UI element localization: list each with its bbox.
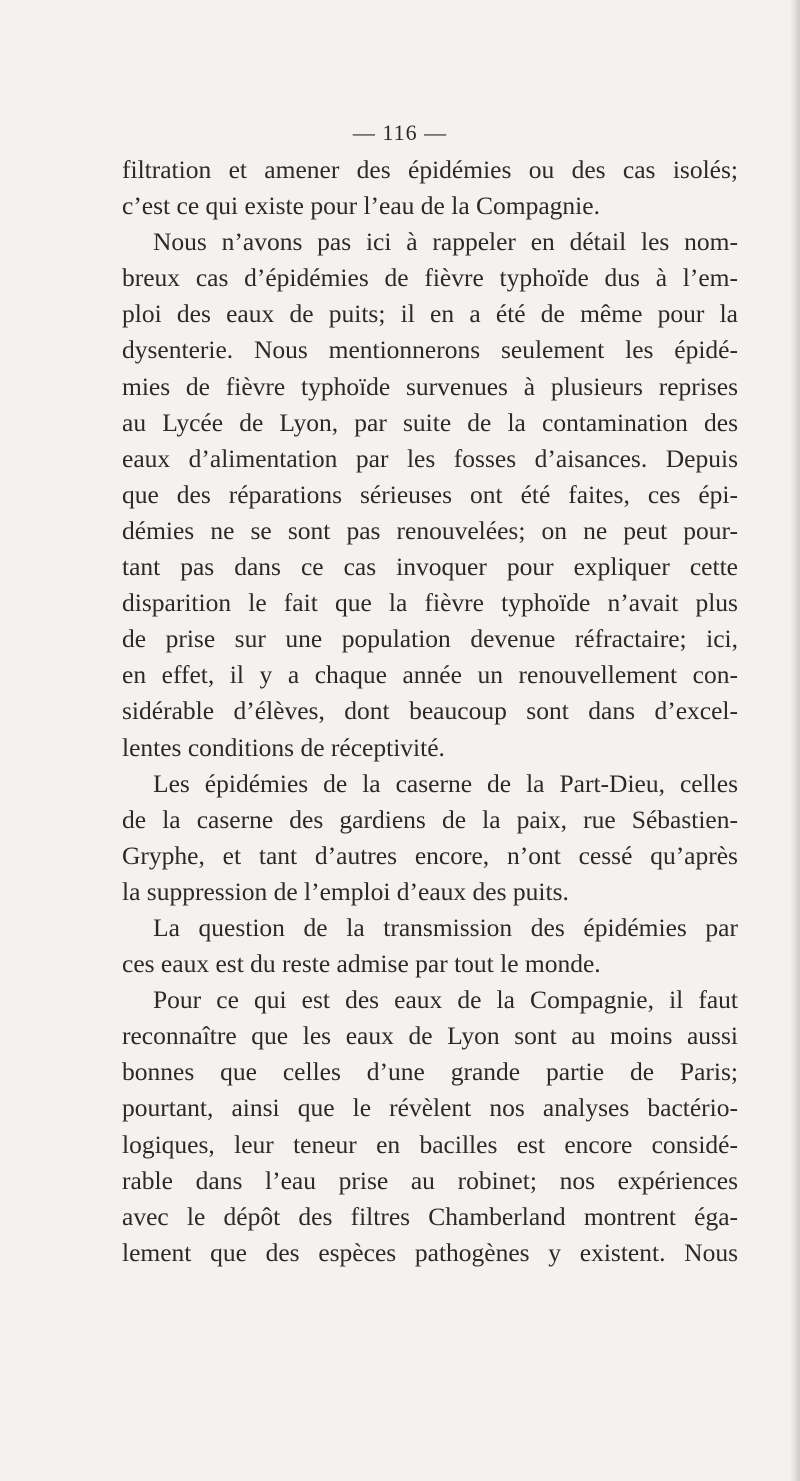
- text-line: sidérable d’élèves, dont beaucoup sont dans d’excel-: [122, 696, 738, 726]
- text-line: Nous n’avons pas ici à rappeler en détail les nom-: [153, 227, 738, 257]
- text-line: démies ne se sont pas renouvelées; on ne peut pour-: [122, 515, 738, 545]
- text-line: en effet, il y a chaque année un renouvellement con-: [122, 660, 738, 690]
- text-line: bonnes que celles d’une grande partie de Paris;: [122, 1057, 738, 1087]
- text-line: que des réparations sérieuses ont été faites, ces épi-: [122, 479, 738, 509]
- text-line: mies de fièvre typhoïde survenues à plusieurs reprises: [122, 371, 738, 401]
- text-line: la suppression de l’emploi d’eaux des puits.: [122, 876, 569, 906]
- text-line: logiques, leur teneur en bacilles est encore considé-: [122, 1129, 738, 1159]
- text-line: ces eaux est du reste admise par tout le monde.: [122, 949, 601, 979]
- text-line: eaux d’alimentation par les fosses d’aisances. Depuis: [122, 443, 738, 473]
- text-line: Gryphe, et tant d’autres encore, n’ont cessé qu’après: [122, 840, 738, 870]
- text-line: dysenterie. Nous mentionnerons seulement les épidé-: [122, 335, 738, 365]
- text-line: tant pas dans ce cas invoquer pour expliquer cette: [122, 552, 738, 582]
- text-line: Les épidémies de la caserne de la Part-Dieu, celles: [153, 768, 738, 798]
- text-line: ploi des eaux de puits; il en a été de même pour la: [122, 299, 738, 329]
- text-line: avec le dépôt des filtres Chamberland montrent éga-: [122, 1201, 738, 1231]
- text-line: lentes conditions de réceptivité.: [122, 732, 445, 762]
- page-number: — 116 —: [352, 120, 448, 145]
- body-text: [122, 152, 738, 1271]
- text-line: pourtant, ainsi que le révèlent nos analyses bactério-: [122, 1093, 738, 1123]
- text-line: Pour ce qui est des eaux de la Compagnie, il faut: [153, 985, 738, 1015]
- text-line: lement que des espèces pathogènes y existent. Nous: [122, 1237, 738, 1267]
- text-line: de prise sur une population devenue réfractaire; ici,: [122, 624, 738, 654]
- text-line: rable dans l’eau prise au robinet; nos expériences: [122, 1165, 738, 1195]
- text-line: de la caserne des gardiens de la paix, rue Sébastien-: [122, 804, 738, 834]
- text-line: c’est ce qui existe pour l’eau de la Compagnie.: [122, 191, 600, 221]
- text-line: au Lycée de Lyon, par suite de la contamination des: [122, 407, 738, 437]
- text-line: La question de la transmission des épidémies par: [153, 912, 738, 942]
- text-line: disparition le fait que la fièvre typhoïde n’avait plus: [122, 588, 738, 618]
- text-line: reconnaître que les eaux de Lyon sont au moins aussi: [122, 1021, 738, 1051]
- text-line: filtration et amener des épidémies ou des cas isolés;: [122, 155, 738, 184]
- text-line: breux cas d’épidémies de fièvre typhoïde dus à l’em-: [122, 263, 738, 293]
- page-edge-shadow: [790, 0, 800, 1481]
